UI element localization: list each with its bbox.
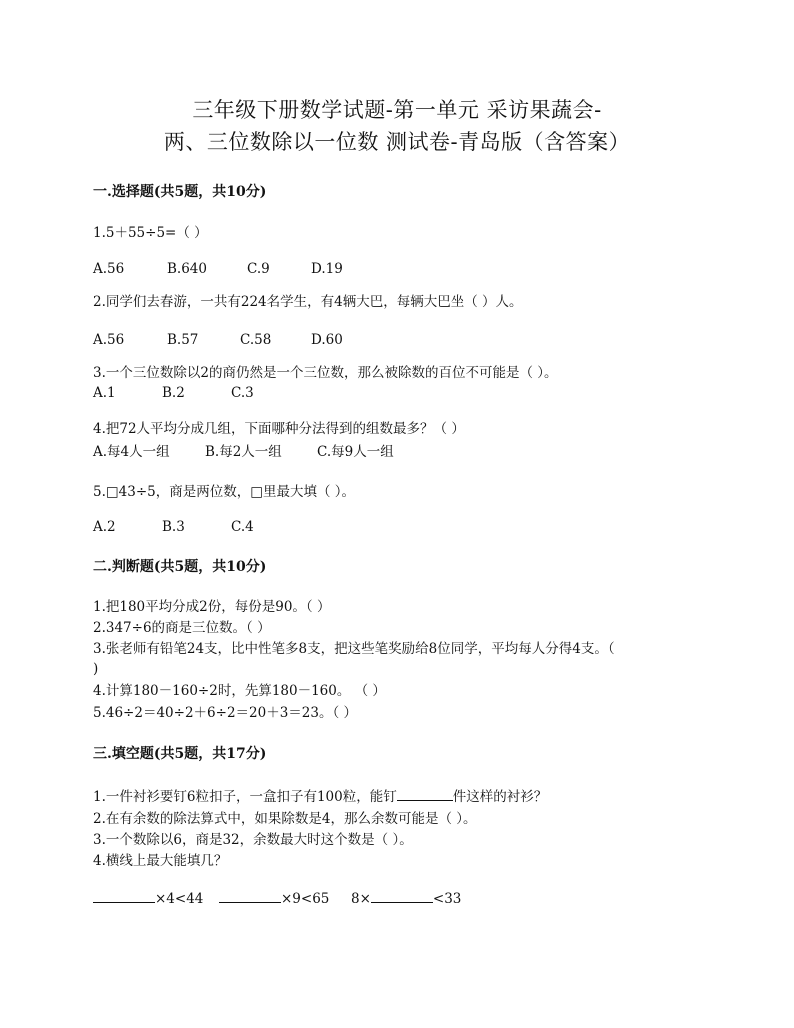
option-1-3-b: B.2 [162,385,185,401]
judge-item-3-cont: ) [93,661,99,677]
blank-row-3-after: <33 [432,891,462,907]
question-1-3: 3.一个三位数除以2的商仍然是一个三位数，那么被除数的百位不可能是（ ）。 [93,365,558,381]
option-1-3-c: C.3 [231,385,254,401]
blank-row-item-3 [351,890,461,908]
fill-item-3: 3.一个数除以6，商是32，余数最大时这个数是（ ）。 [93,832,413,848]
blank-row-2-after: ×9<65 [281,891,330,907]
fill-item-2: 2.在有余数的除法算式中，如果除数是4，那么余数可能是（ ）。 [93,811,477,827]
option-1-2-d: D.60 [311,332,343,348]
answer-blank[interactable] [219,890,281,903]
option-1-5-a: A.2 [93,519,116,535]
option-1-2-a: A.56 [93,332,125,348]
answer-blank[interactable] [397,788,453,801]
blank-row-1-after: ×4<44 [155,891,204,907]
option-1-4-b: B.每2人一组 [205,444,282,460]
judge-item-3: 3.张老师有铅笔24支，比中性笔多8支，把这些笔奖励给8位同学，平均每人分得4支。（ [93,641,615,657]
title-line-1: 三年级下册数学试题-第一单元 采访果蔬会- [192,98,602,122]
section-heading-choice: 一.选择题(共5题，共10分) [93,184,267,200]
fill-item-1-after: 件这样的衬衫？ [452,789,548,805]
option-1-2-c: C.58 [240,332,272,348]
option-1-1-a: A.56 [93,261,125,277]
section-heading-judge: 二.判断题(共5题，共10分) [93,559,267,575]
question-1-1: 1.5＋55÷5=（ ） [93,225,208,241]
fill-item-4: 4.横线上最大能填几？ [93,853,228,869]
option-1-1-d: D.19 [311,261,343,277]
judge-item-2: 2.347÷6的商是三位数。（ ） [93,620,271,636]
fill-item-1 [93,788,547,806]
blank-row-item-2 [219,890,329,908]
judge-item-1: 1.把180平均分成2份，每份是90。（ ） [93,599,331,615]
section-heading-fill: 三.填空题(共5题，共17分) [93,746,267,762]
option-1-1-c: C.9 [247,261,270,277]
blank-row-3-before: 8× [351,891,371,907]
option-1-4-c: C.每9人一组 [317,444,394,460]
title-line-2: 两、三位数除以一位数 测试卷-青岛版（含答案） [163,130,631,154]
answer-blank[interactable] [93,890,155,903]
option-1-5-b: B.3 [162,519,185,535]
fill-item-1-before: 1.一件衬衫要钉6粒扣子，一盒扣子有100粒，能钉 [93,789,397,805]
question-1-2: 2.同学们去春游，一共有224名学生，有4辆大巴，每辆大巴坐（ ）人。 [93,294,523,310]
judge-item-4: 4.计算180－160÷2时，先算180－160。 （ ） [93,683,386,699]
option-1-3-a: A.1 [93,385,116,401]
option-1-5-c: C.4 [231,519,254,535]
judge-item-5: 5.46÷2＝40÷2＋6÷2＝20＋3＝23。（ ） [93,705,358,721]
answer-blank[interactable] [371,890,433,903]
option-1-1-b: B.640 [167,261,207,277]
question-1-4: 4.把72人平均分成几组，下面哪种分法得到的组数最多？（ ） [93,421,465,437]
blank-row-item-1 [93,890,203,908]
option-1-4-a: A.每4人一组 [93,444,170,460]
option-1-2-b: B.57 [167,332,199,348]
question-1-5: 5.□43÷5，商是两位数，□里最大填（ ）。 [93,484,356,500]
